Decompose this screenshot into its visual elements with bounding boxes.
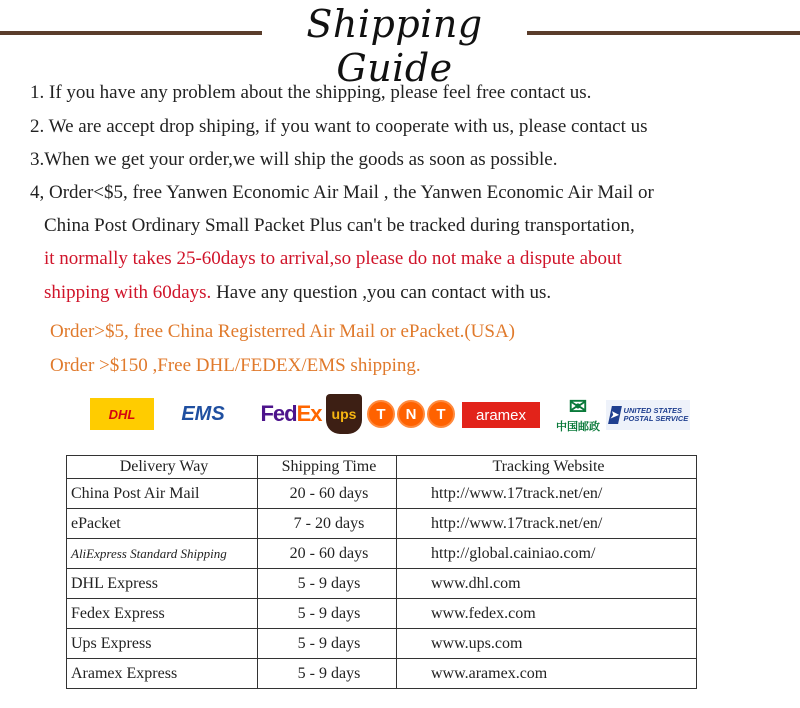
shipping-time-cell: 5 - 9 days [258,629,397,659]
fedex-logo [258,398,324,430]
table-row [67,629,697,659]
column-header-shipping-time: Shipping Time [258,456,397,479]
table-row [67,569,697,599]
shipping-time-cell: 5 - 9 days [258,569,397,599]
column-header-delivery-way: Delivery Way [67,456,258,479]
china-post-label: 中国邮政 [556,421,600,433]
note-line-1: 1. If you have any problem about the shipping, please feel free contact us. [30,82,592,103]
header-rule-right [527,31,800,35]
shipping-time-cell: 5 - 9 days [258,599,397,629]
note-line-7 [44,282,551,304]
tracking-website-cell: www.fedex.com [397,599,697,629]
delivery-way-cell: Ups Express [67,629,258,659]
fedex-logo-fed: Fed [260,401,297,426]
usps-eagle-icon: ➤ [608,406,621,424]
tracking-website-cell: http://global.cainiao.com/ [397,539,697,569]
column-header-tracking-website: Tracking Website [397,456,697,479]
shipping-time-cell: 5 - 9 days [258,659,397,689]
china-post-logo [556,394,600,436]
table-row [67,599,697,629]
note-line-6: it normally takes 25-60days to arrival,so please do not make a dispute about [44,248,622,269]
fedex-logo-ex: Ex [296,401,322,426]
delivery-way-cell: ePacket [67,509,258,539]
usps-label: UNITED STATES POSTAL SERVICE [623,406,689,423]
tnt-letter: T [367,400,395,428]
delivery-way-cell: China Post Air Mail [67,479,258,509]
page-title: Shipping Guide [306,2,483,90]
tnt-logo [366,398,456,430]
shipping-time-cell: 20 - 60 days [258,479,397,509]
tnt-letter: T [427,400,455,428]
table-header-row [67,456,697,479]
table-row [67,659,697,689]
aramex-logo: aramex [462,402,540,428]
usps-logo [606,400,690,430]
header-rule-left [0,31,262,35]
note-line-3: 3.When we get your order,we will ship the goods as soon as possible. [30,149,558,170]
dhl-logo: DHL [90,398,154,430]
carrier-logos [86,394,706,440]
note-line-2: 2. We are accept drop shiping, if you want to cooperate with us, please contact us [30,116,648,137]
delivery-way-cell: Fedex Express [67,599,258,629]
note-line-4-number: 4, [30,182,45,203]
note-line-7-red: shipping with 60days. [44,282,212,303]
table-row [67,539,697,569]
delivery-way-cell: AliExpress Standard Shipping [67,539,258,569]
table-row [67,509,697,539]
tracking-website-cell: www.dhl.com [397,569,697,599]
delivery-way-cell: Aramex Express [67,659,258,689]
china-post-emblem-icon: ✉ [568,394,588,419]
tracking-website-cell: www.ups.com [397,629,697,659]
tracking-website-cell: http://www.17track.net/en/ [397,509,697,539]
ems-logo: EMS [181,402,225,425]
shipping-time-cell: 7 - 20 days [258,509,397,539]
tracking-website-cell: www.aramex.com [397,659,697,689]
table-row [67,479,697,509]
tracking-website-cell: http://www.17track.net/en/ [397,479,697,509]
tnt-letter: N [397,400,425,428]
ups-logo: ups [326,394,362,434]
delivery-way-cell: DHL Express [67,569,258,599]
note-line-7-rest: Have any question ,you can contact with us. [211,282,552,303]
shipping-table [66,455,697,689]
header [0,0,800,90]
note-line-9: Order >$150 ,Free DHL/FEDEX/EMS shipping. [50,355,421,376]
note-line-4-text: Order<$5, free Yanwen Economic Air Mail , the Yanwen Economic Air Mail or [44,182,654,203]
shipping-time-cell: 20 - 60 days [258,539,397,569]
note-line-4 [30,182,654,204]
note-line-5: China Post Ordinary Small Packet Plus can't be tracked during transportation, [44,215,635,236]
note-line-8: Order>$5, free China Registerred Air Mail or ePacket.(USA) [50,321,515,342]
